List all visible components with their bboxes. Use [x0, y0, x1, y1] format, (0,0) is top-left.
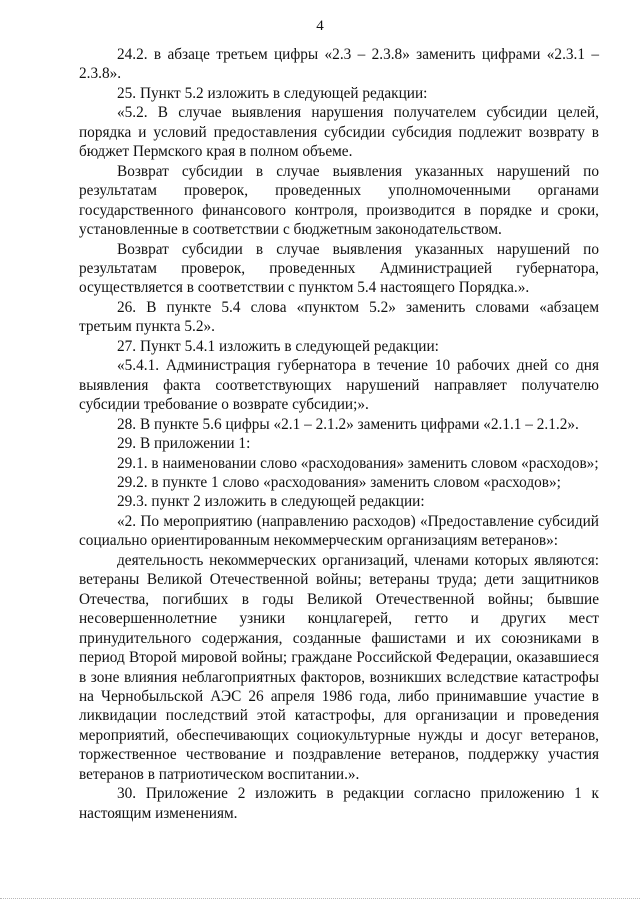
paragraph-veterans-organizations: деятельность некоммерческих организаций, членами которых являются: ветераны Великой Отечественной войны; ветераны труда; дети защитников Отечества, погибших в годы Великой Отечественной войны; бывшие несовершеннолетние узники концлагерей, гетто и других мест принудительного содержания, созданные фашистами и их союзниками в период Второй мировой войны; граждане Российской Федерации, оказавшиеся в зоне влияния неблагоприятных факторов, возникших вследствие катастрофы на Чернобыльской АЭС 26 апреля 1986 года, либо принимавшие участие в ликвидации последствий этой катастрофы, для организации и проведения мероприятий, обеспечивающих социокультурные нужды и досуг ветеранов, торжественное чествование и поздравление ветеранов, поддержку участия ветеранов в патриотическом воспитании.». — [79, 551, 599, 783]
paragraph-29-3: 29.3. пункт 2 изложить в следующей редакции: — [117, 493, 425, 511]
paragraph-29-2: 29.2. в пункте 1 слово «расходования» заменить словом «расходов»; — [117, 473, 561, 491]
paragraph-30: 30. Приложение 2 изложить в редакции согласно приложению 1 к настоящим изменениям. — [79, 785, 599, 822]
bottom-edge-line — [0, 898, 640, 899]
page-number: 4 — [316, 18, 324, 34]
paragraph-27: 27. Пункт 5.4.1 изложить в следующей редакции: — [117, 337, 439, 355]
document-body — [79, 45, 599, 823]
paragraph-25: 25. Пункт 5.2 изложить в следующей редакции: — [117, 84, 428, 102]
paragraph-28: 28. В пункте 5.6 цифры «2.1 – 2.1.2» заменить цифрами «2.1.1 – 2.1.2». — [117, 415, 579, 433]
paragraph-return-state-control: Возврат субсидии в случае выявления указанных нарушений по результатам проверок, проведенных уполномоченными органами государственного финансового контроля, производится в порядке и сроки, установленные в соответствии с бюджетным законодательством. — [79, 162, 599, 239]
paragraph-24-2: 24.2. в абзаце третьем цифры «2.3 – 2.3.8» заменить цифрами «2.3.1 – 2.3.8». — [79, 46, 599, 83]
paragraph-5-4-1-quote: «5.4.1. Администрация губернатора в течение 10 рабочих дней со дня выявления факта соответствующих нарушений направляет получателю субсидии требование о возврате субсидии;». — [79, 357, 599, 414]
paragraph-26: 26. В пункте 5.4 слова «пунктом 5.2» заменить словами «абзацем третьим пункта 5.2». — [79, 298, 599, 336]
paragraph-5-2-quote: «5.2. В случае выявления нарушения получателем субсидии целей, порядка и условий предоставления субсидии субсидия подлежит возврату в бюджет Пермского края в полном объеме. — [79, 104, 599, 161]
paragraph-2-quote: «2. По мероприятию (направлению расходов) «Предоставление субсидий социально ориентированным некоммерческим организациям ветеранов»: — [79, 512, 599, 550]
paragraph-29: 29. В приложении 1: — [117, 435, 251, 453]
paragraph-return-governor-admin: Возврат субсидии в случае выявления указанных нарушений по результатам проверок, проведенных Администрацией губернатора, осуществляется в соответствии с пунктом 5.4 настоящего Порядка.». — [79, 240, 599, 297]
paragraph-29-1: 29.1. в наименовании слово «расходования» заменить словом «расходов»; — [117, 454, 599, 472]
